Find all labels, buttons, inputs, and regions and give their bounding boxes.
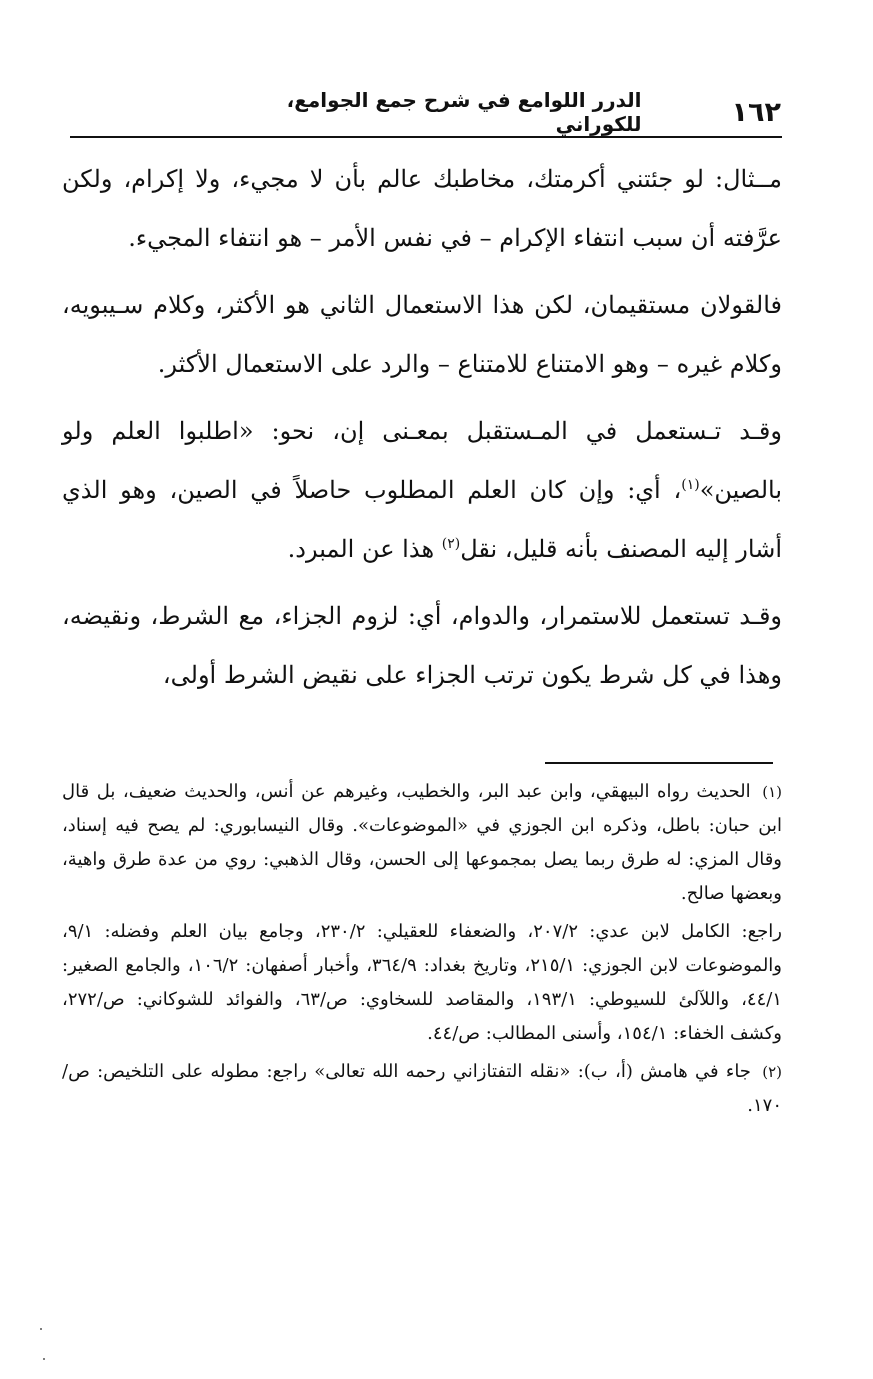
page-header <box>196 88 781 136</box>
running-title: الدرر اللوامع في شرح جمع الجوامع، للكوراني <box>286 88 642 136</box>
footnote-separator <box>545 762 773 764</box>
header-rule <box>70 136 782 138</box>
scan-speck <box>43 1358 45 1360</box>
footnote-2-text: جاء في هامش (أ، ب): «نقله التفتازاني رحمه الله تعالى» راجع: مطوله على التلخيص: ص/١٧٠. <box>62 1061 782 1116</box>
paragraph-1: مــثال: لو جئتني أكرمتك، مخاطبك عالم بأن لا مجيء، ولا إكرام، ولكن عرَّفته أن سبب انتفاء الإكرام – في نفس الأمر – هو انتفاء المجيء. <box>62 165 782 252</box>
footnote-1-number: (١) <box>762 783 782 801</box>
scan-speck <box>40 1328 42 1330</box>
main-text <box>62 150 782 713</box>
footnote-ref-1[interactable]: (١) <box>681 477 700 493</box>
paragraph-3-part-a: وقـد تـستعمل في المـستقبل بمعـنى إن، نحو: «اطلبوا العلم ولو بالصين» <box>62 417 782 504</box>
footnote-2 <box>62 1055 782 1123</box>
page-number: ١٦٢ <box>731 96 781 128</box>
footnotes <box>62 775 782 1127</box>
footnote-2-number: (٢) <box>762 1063 782 1081</box>
paragraph-2: فالقولان مستقيمان، لكن هذا الاستعمال الثاني هو الأكثر، وكلام سـيبويه، وكلام غيره – وهو الامتناع للامتناع – والرد على الاستعمال الأكثر. <box>62 291 782 378</box>
paragraph-3-part-c: هذا عن المبرد. <box>287 535 442 563</box>
footnote-1-text: الحديث رواه البيهقي، وابن عبد البر، والخطيب، وغيرهم عن أنس، والحديث ضعيف، بل قال ابن حبان: باطل، وذكره ابن الجوزي في «الموضوعات». وقال النيسابوري: لم يصح فيه إسناد، وقال المزي: له طرق ربما يصل بمجموعها إلى الحسن، وقال الذهبي: روي من عدة طرق واهية، وبعضها صالح. <box>62 781 782 904</box>
paragraph-3-part-b: ، أي: وإن كان العلم المطلوب حاصلاً في الصين، وهو الذي أشار إليه المصنف بأنه قليل، نقل <box>62 476 782 563</box>
footnote-1 <box>62 775 782 911</box>
footnote-1-references: راجع: الكامل لابن عدي: ٢٠٧/٢، والضعفاء للعقيلي: ٢٣٠/٢، وجامع بيان العلم وفضله: ٩/١، والموضوعات لابن الجوزي: ٢١٥/١، وتاريخ بغداد: ٣٦٤/٩، وأخبار أصفهان: ١٠٦/٢، والجامع الصغير: ٤٤/١، واللآلئ للسيوطي: ١٩٣/١، والمقاصد للسخاوي: ص/٦٣، والفوائد للشوكاني: ص/٢٧٢، وكشف الخفاء: ١٥٤/١، وأسنى المطالب: ص/٤٤. <box>62 921 783 1044</box>
paragraph-4: وقـد تستعمل للاستمرار، والدوام، أي: لزوم الجزاء، مع الشرط، ونقيضه، وهذا في كل شرط يكون ترتب الجزاء على نقيض الشرط أولى، <box>62 602 782 689</box>
footnote-ref-2[interactable]: (٢) <box>441 536 461 552</box>
paragraph-3 <box>62 402 782 579</box>
